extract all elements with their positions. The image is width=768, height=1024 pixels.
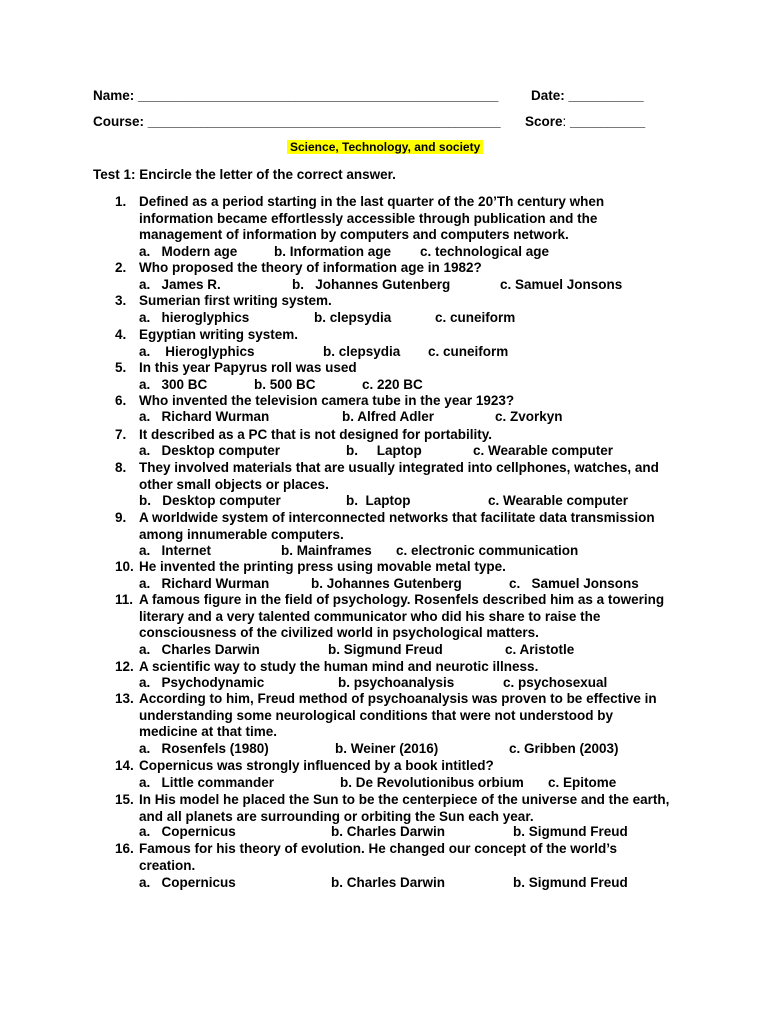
question-item — [115, 194, 675, 244]
question-item — [115, 427, 675, 444]
question-item — [115, 592, 675, 642]
option-b[interactable]: b. Sigmund Freud — [328, 642, 443, 657]
option-c[interactable]: c. Samuel Jonsons — [500, 277, 623, 292]
option-c[interactable]: c. Samuel Jonsons — [509, 576, 639, 591]
question-text: In His model he placed the Sun to be the centerpiece of the universe and the earth, and all planets are surrounding or orbiting the Sun each year. — [139, 792, 670, 824]
question-number: 3. — [115, 293, 127, 308]
question-item — [115, 758, 675, 775]
question-item — [115, 792, 675, 825]
question-text: Defined as a period starting in the last quarter of the 20’Th century when information became effortlessly accessible through publication and the management of information by computers and computers network. — [139, 194, 605, 243]
worksheet-title: Science, Technology, and society — [287, 140, 483, 154]
option-a[interactable]: a. Charles Darwin — [139, 642, 260, 657]
question-item — [115, 659, 675, 676]
option-a[interactable]: a. Richard Wurman — [139, 409, 270, 424]
option-b[interactable]: b. Laptop — [346, 493, 411, 508]
answer-options — [139, 642, 699, 658]
date-line — [531, 88, 644, 103]
option-b[interactable]: b. Charles Darwin — [331, 875, 446, 890]
question-text: A scientific way to study the human mind and neurotic illness. — [139, 659, 539, 674]
option-c[interactable]: c. cuneiform — [428, 344, 509, 359]
option-c[interactable]: c. Zvorkyn — [495, 409, 563, 424]
option-c[interactable]: c. Epitome — [548, 775, 617, 790]
name-label: Name: — [93, 88, 139, 103]
question-text: Egyptian writing system. — [139, 327, 299, 342]
option-a[interactable]: a. Modern age — [139, 244, 238, 259]
score-label: Score — [525, 114, 563, 129]
option-c[interactable]: c. technological age — [420, 244, 550, 259]
answer-options — [139, 310, 699, 326]
answer-options — [139, 875, 699, 891]
course-blank: _______________________________________________ — [147, 114, 501, 129]
question-text: Who invented the television camera tube in the year 1923? — [139, 393, 515, 408]
option-c[interactable]: c. psychosexual — [503, 675, 608, 690]
answer-options — [139, 824, 699, 840]
question-number: 1. — [115, 194, 127, 209]
option-c[interactable]: c. Wearable computer — [488, 493, 629, 508]
option-a[interactable]: b. Desktop computer — [139, 493, 281, 508]
option-b[interactable]: b. clepsydia — [314, 310, 392, 325]
date-blank: __________ — [568, 88, 644, 103]
option-b[interactable]: b. Charles Darwin — [331, 824, 446, 839]
option-b[interactable]: b. psychoanalysis — [338, 675, 455, 690]
question-number: 2. — [115, 260, 127, 275]
question-number: 8. — [115, 460, 127, 475]
option-a[interactable]: a. Psychodynamic — [139, 675, 265, 690]
option-c[interactable]: c. cuneiform — [435, 310, 516, 325]
question-item — [115, 327, 675, 344]
question-text: According to him, Freud method of psychoanalysis was proven to be effective in understanding some neurological conditions that were not understood by medicine at that time. — [139, 691, 657, 740]
answer-options — [139, 543, 699, 559]
answer-options — [139, 741, 699, 757]
question-number: 12. — [115, 659, 134, 674]
question-item — [115, 510, 675, 543]
option-a[interactable]: a. Copernicus — [139, 875, 236, 890]
question-item — [115, 559, 675, 576]
option-a[interactable]: a. James R. — [139, 277, 221, 292]
option-a[interactable]: a. 300 BC — [139, 377, 208, 392]
option-c[interactable]: c. Aristotle — [505, 642, 575, 657]
question-number: 7. — [115, 427, 127, 442]
question-number: 15. — [115, 792, 134, 807]
score-blank: __________ — [570, 114, 646, 129]
question-text: Sumerian first writing system. — [139, 293, 332, 308]
question-text: Famous for his theory of evolution. He changed our concept of the world’s creation. — [139, 841, 618, 873]
option-b[interactable]: b. Mainframes — [281, 543, 372, 558]
answer-options — [139, 344, 699, 360]
option-a[interactable]: a. Little commander — [139, 775, 275, 790]
answer-options — [139, 675, 699, 691]
option-a[interactable]: a. Hieroglyphics — [139, 344, 255, 359]
question-text: Who proposed the theory of information age in 1982? — [139, 260, 482, 275]
option-c[interactable]: c. Gribben (2003) — [509, 741, 619, 756]
question-item — [115, 691, 675, 741]
question-item — [115, 393, 675, 410]
answer-options — [139, 443, 699, 459]
option-b[interactable]: b. clepsydia — [323, 344, 401, 359]
question-item — [115, 360, 675, 377]
option-c[interactable]: c. 220 BC — [362, 377, 423, 392]
option-c[interactable]: b. Sigmund Freud — [513, 824, 628, 839]
answer-options — [139, 377, 699, 393]
question-item — [115, 260, 675, 277]
name-line — [93, 88, 498, 103]
question-number: 16. — [115, 841, 134, 856]
question-text: A worldwide system of interconnected networks that facilitate data transmission among innumerable computers. — [139, 510, 655, 542]
test-instructions: Test 1: Encircle the letter of the correct answer. — [93, 167, 396, 182]
question-item — [115, 293, 675, 310]
question-text: It described as a PC that is not designed for portability. — [139, 427, 493, 442]
question-text: He invented the printing press using movable metal type. — [139, 559, 506, 574]
option-a[interactable]: a. Rosenfels (1980) — [139, 741, 269, 756]
question-number: 11. — [115, 592, 134, 607]
answer-options — [139, 775, 699, 791]
question-number: 5. — [115, 360, 127, 375]
question-number: 4. — [115, 327, 127, 342]
option-c[interactable]: c. electronic communication — [396, 543, 579, 558]
option-b[interactable]: b. Johannes Gutenberg — [292, 277, 451, 292]
course-line — [93, 114, 501, 129]
question-number: 14. — [115, 758, 134, 773]
option-a[interactable]: a. Desktop computer — [139, 443, 281, 458]
option-a[interactable]: a. Copernicus — [139, 824, 236, 839]
option-b[interactable]: b. 500 BC — [254, 377, 316, 392]
option-b[interactable]: b. Information age — [274, 244, 392, 259]
score-colon: : — [562, 114, 571, 129]
name-blank: ________________________________________________ — [138, 88, 499, 103]
option-a[interactable]: a. Richard Wurman — [139, 576, 270, 591]
option-b[interactable]: b. Johannes Gutenberg — [311, 576, 462, 591]
question-number: 6. — [115, 393, 127, 408]
question-text: Copernicus was strongly influenced by a book intitled? — [139, 758, 494, 773]
score-line — [525, 114, 645, 129]
question-text: They involved materials that are usually integrated into cellphones, watches, and other small objects or places. — [139, 460, 659, 492]
answer-options — [139, 409, 699, 425]
option-b[interactable]: b. Weiner (2016) — [335, 741, 439, 756]
option-c[interactable]: b. Sigmund Freud — [513, 875, 628, 890]
option-c[interactable]: c. Wearable computer — [473, 443, 614, 458]
option-b[interactable]: b. De Revolutionibus orbium — [340, 775, 524, 790]
answer-options — [139, 493, 699, 509]
question-number: 13. — [115, 691, 134, 706]
question-number: 10. — [115, 559, 134, 574]
date-label: Date: — [531, 88, 569, 103]
question-item — [115, 460, 675, 493]
question-text: In this year Papyrus roll was used — [139, 360, 357, 375]
answer-options — [139, 576, 699, 592]
option-a[interactable]: a. Internet — [139, 543, 212, 558]
question-item — [115, 841, 675, 874]
option-a[interactable]: a. hieroglyphics — [139, 310, 250, 325]
question-number: 9. — [115, 510, 127, 525]
option-b[interactable]: b. Laptop — [346, 443, 422, 458]
option-b[interactable]: b. Alfred Adler — [342, 409, 435, 424]
answer-options — [139, 244, 699, 260]
course-label: Course: — [93, 114, 148, 129]
answer-options — [139, 277, 699, 293]
question-text: A famous figure in the field of psychology. Rosenfels described him as a towering literary and a very talented communicator who did his share to raise the consciousness of the civilized world in psychological matters. — [139, 592, 665, 641]
